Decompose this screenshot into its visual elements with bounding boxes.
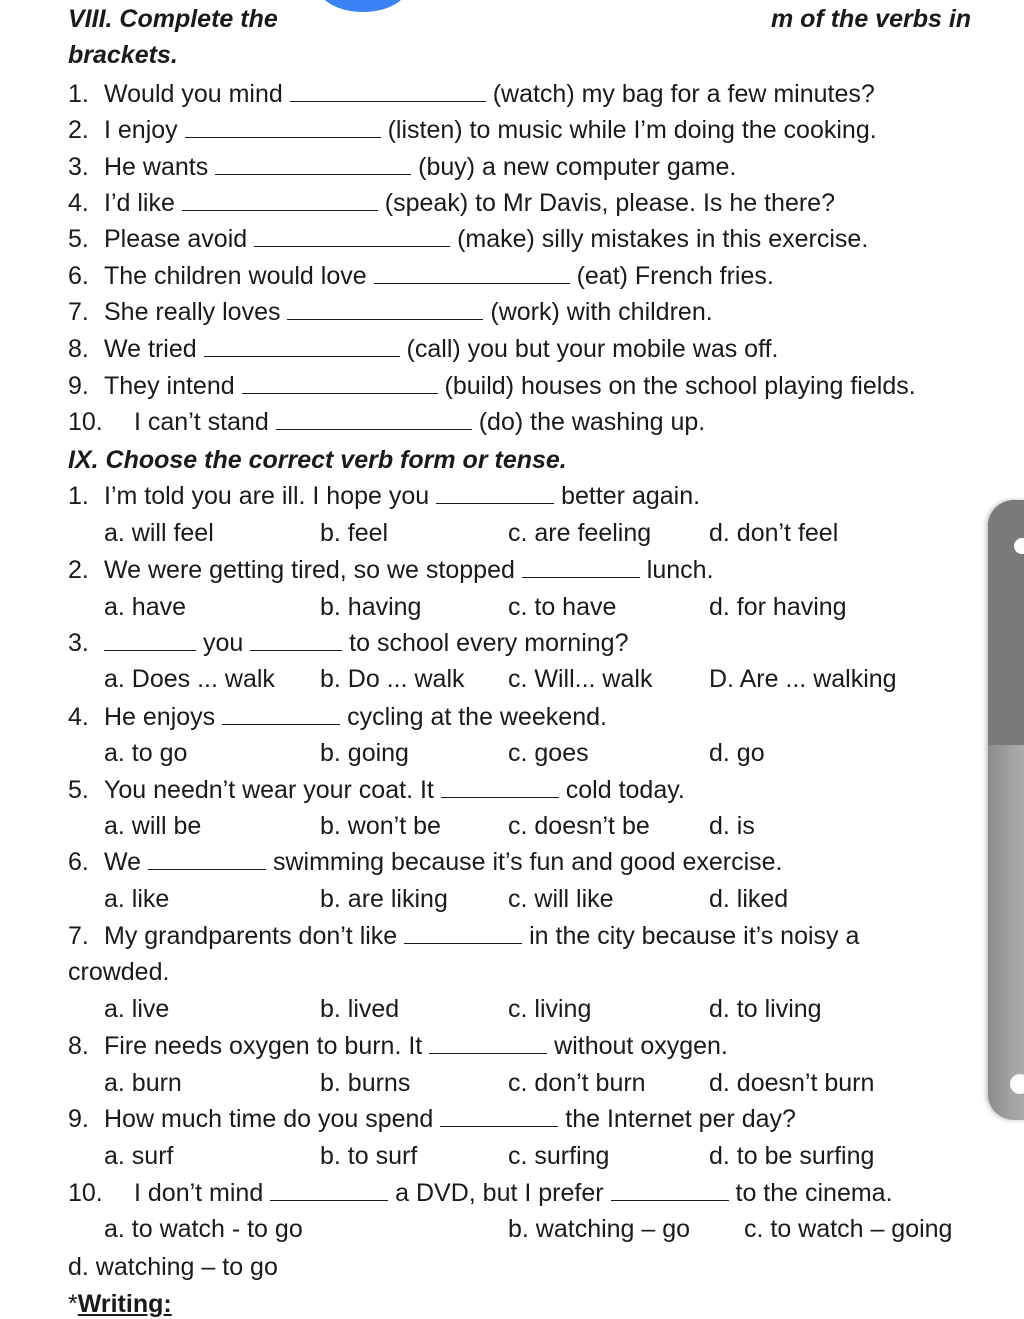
s9-q9-option-c: c. surfing (508, 1142, 610, 1170)
s9-q9: 9. How much time do you spend the Internet per day? (68, 1105, 796, 1133)
s8-item-10: 10. I can’t stand (do) the washing up. (68, 408, 706, 436)
s8-item-1: 1. Would you mind (watch) my bag for a few minutes? (68, 80, 875, 108)
s9-q6-option-c: c. will like (508, 885, 614, 913)
s9-q6-option-b: b. are liking (320, 885, 448, 913)
s8-item-3: 3. He wants (buy) a new computer game. (68, 153, 737, 181)
s9-q10-option-b: b. watching – go (508, 1215, 691, 1243)
s9-q8: 8. Fire needs oxygen to burn. It without oxygen. (68, 1032, 728, 1060)
s9-q5-option-b: b. won’t be (320, 812, 441, 840)
s8-item-6: 6. The children would love (eat) French fries. (68, 262, 774, 290)
s8-item-7: 7. She really loves (work) with children. (68, 298, 713, 326)
s9-q10-option-d: d. watching – to go (68, 1253, 278, 1281)
s9-q8-option-c: c. don’t burn (508, 1069, 646, 1097)
s9-q9-option-b: b. to surf (320, 1142, 418, 1170)
s9-q9-option-a: a. surf (104, 1142, 174, 1170)
s9-q7-cont: crowded. (68, 958, 170, 986)
s9-q9-option-d: d. to be surfing (709, 1142, 875, 1170)
section-8-title-right: m of the verbs in (771, 5, 972, 33)
s9-q2-option-b: b. having (320, 593, 422, 621)
s9-q4-option-a: a. to go (104, 739, 188, 767)
s9-q7-option-b: b. lived (320, 995, 400, 1023)
s9-q4: 4. He enjoys cycling at the weekend. (68, 703, 607, 731)
s9-q7-option-d: d. to living (709, 995, 822, 1023)
s9-q4-option-b: b. going (320, 739, 409, 767)
s8-item-9: 9. They intend (build) houses on the school playing fields. (68, 372, 916, 400)
s9-q3-option-b: b. Do ... walk (320, 665, 465, 693)
scroll-handle-bottom[interactable] (1010, 1074, 1024, 1094)
s9-q6-option-d: d. liked (709, 885, 789, 913)
s9-q8-option-a: a. burn (104, 1069, 182, 1097)
scroll-handle-top[interactable] (1014, 538, 1024, 554)
s9-q5-option-a: a. will be (104, 812, 202, 840)
s9-q1: 1. I’m told you are ill. I hope you better again. (68, 482, 701, 510)
s8-item-2: 2. I enjoy (listen) to music while I’m doing the cooking. (68, 116, 877, 144)
s9-q5: 5. You needn’t wear your coat. It cold today. (68, 776, 685, 804)
s9-q4-option-d: d. go (709, 739, 765, 767)
s9-q8-option-d: d. doesn’t burn (709, 1069, 875, 1097)
s9-q3-option-a: a. Does ... walk (104, 665, 275, 693)
s9-q7-option-c: c. living (508, 995, 592, 1023)
s9-q10-option-c: c. to watch – going (744, 1215, 953, 1243)
s9-q10-option-a: a. to watch - to go (104, 1215, 303, 1243)
s9-q5-option-c: c. doesn’t be (508, 812, 650, 840)
writing-heading: *Writing: (68, 1290, 172, 1318)
s8-item-4: 4. I’d like (speak) to Mr Davis, please. Is he there? (68, 189, 835, 217)
s8-item-8: 8. We tried (call) you but your mobile was off. (68, 335, 779, 363)
s9-q1-option-d: d. don’t feel (709, 519, 839, 547)
s9-q2-option-d: d. for having (709, 593, 847, 621)
s9-q6: 6. We swimming because it’s fun and good exercise. (68, 848, 783, 876)
top-overlay-shadow (330, 0, 760, 34)
section-8-title-cont: brackets. (68, 41, 178, 69)
s9-q6-option-a: a. like (104, 885, 170, 913)
s9-q3-option-d: D. Are ... walking (709, 665, 897, 693)
s9-q1-option-b: b. feel (320, 519, 389, 547)
s9-q1-option-c: c. are feeling (508, 519, 652, 547)
s9-q3-option-c: c. Will... walk (508, 665, 653, 693)
s8-item-5: 5. Please avoid (make) silly mistakes in this exercise. (68, 225, 869, 253)
s9-q10: 10. I don’t mind a DVD, but I prefer to the cinema. (68, 1179, 893, 1207)
section-8-title-left: VIII. Complete the (68, 5, 278, 33)
s9-q2-option-c: c. to have (508, 593, 617, 621)
s9-q5-option-d: d. is (709, 812, 755, 840)
s9-q4-option-c: c. goes (508, 739, 589, 767)
side-scroll-panel[interactable] (988, 500, 1024, 1120)
s9-q8-option-b: b. burns (320, 1069, 411, 1097)
s9-q7-option-a: a. live (104, 995, 170, 1023)
section-9-title: IX. Choose the correct verb form or tense. (68, 446, 567, 474)
s9-q7: 7. My grandparents don’t like in the city because it’s noisy a (68, 922, 860, 950)
s9-q1-option-a: a. will feel (104, 519, 214, 547)
s9-q3: 3. you to school every morning? (68, 629, 629, 657)
s9-q2: 2. We were getting tired, so we stopped lunch. (68, 556, 714, 584)
s9-q2-option-a: a. have (104, 593, 187, 621)
